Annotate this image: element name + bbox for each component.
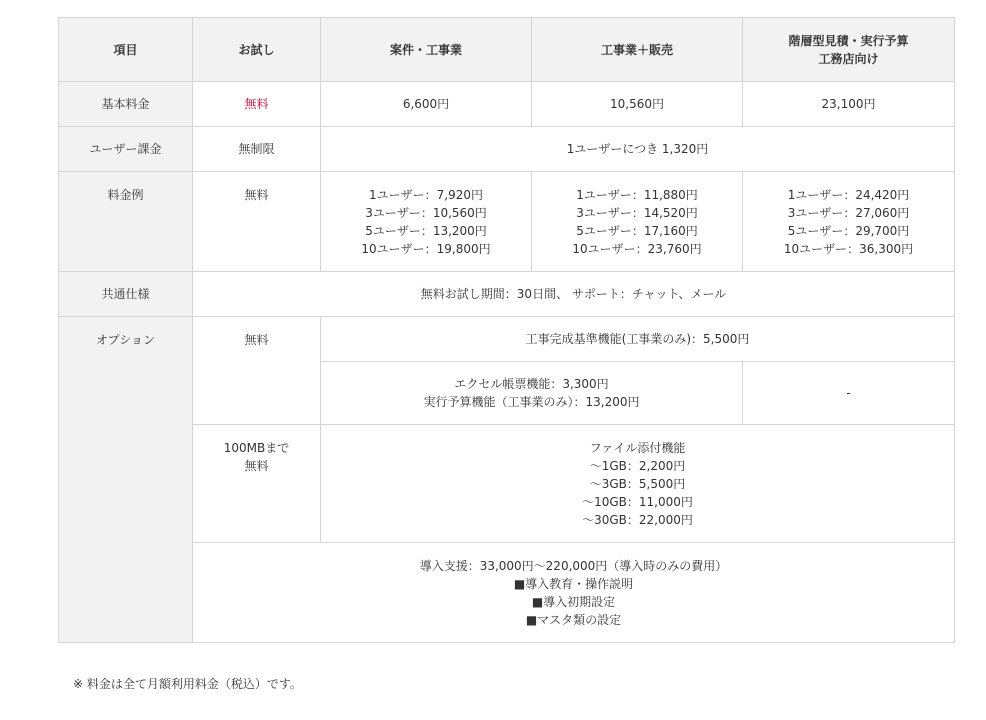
option-attach <box>321 425 955 543</box>
example-line: 1ユーザー：7,920円 <box>369 188 483 202</box>
base-fee-row <box>59 82 955 127</box>
attach-line: ファイル添付機能 <box>589 441 686 455</box>
storage-trial-line1: 100MBまで <box>223 441 290 455</box>
support-line: ■導入教育・操作説明 <box>513 577 634 591</box>
support-line: ■マスタ類の設定 <box>525 613 622 627</box>
option-attach-row <box>59 425 955 543</box>
example-line: 3ユーザー：10,560円 <box>365 206 487 220</box>
example-line: 3ユーザー：27,060円 <box>787 206 910 220</box>
option-completion: 工事完成基準機能(工事業のみ)：5,500円 <box>321 317 955 362</box>
attach-line: ～10GB：11,000円 <box>582 495 693 509</box>
storage-trial-line2: 無料 <box>244 459 269 473</box>
header-plan2: 工事業＋販売 <box>532 18 743 82</box>
common-row <box>59 272 955 317</box>
example-line: 10ユーザー：19,800円 <box>361 242 491 256</box>
common-text: 無料お試し期間：30日間、 サポート：チャット、メール <box>193 272 955 317</box>
example-line: 10ユーザー：36,300円 <box>783 242 914 256</box>
base-fee-plan3: 23,100円 <box>743 82 955 127</box>
user-fee-label: ユーザー課金 <box>59 127 193 172</box>
common-label: 共通仕様 <box>59 272 193 317</box>
option-excel-line1: エクセル帳票機能：3,300円 <box>454 377 609 391</box>
header-plan3-line1: 階層型見積・実行予算 <box>788 33 909 48</box>
footnote: ※ 料金は全て月額利用料金（税込）です。 <box>73 677 302 691</box>
storage-trial <box>193 425 321 543</box>
base-fee-trial: 無料 <box>193 82 321 127</box>
option-excel-plan3: - <box>743 362 955 425</box>
example-line: 5ユーザー：17,160円 <box>576 224 698 238</box>
header-plan3 <box>743 18 955 82</box>
example-line: 1ユーザー：24,420円 <box>787 188 910 202</box>
base-fee-plan2: 10,560円 <box>532 82 743 127</box>
base-fee-label: 基本料金 <box>59 82 193 127</box>
pricing-table <box>58 17 955 643</box>
attach-line: ～1GB：2,200円 <box>589 459 686 473</box>
example-line: 5ユーザー：29,700円 <box>787 224 910 238</box>
example-line: 3ユーザー：14,520円 <box>576 206 698 220</box>
examples-plan3 <box>743 172 955 272</box>
examples-row <box>59 172 955 272</box>
option-support <box>193 543 955 643</box>
examples-plan2 <box>532 172 743 272</box>
option-completion-row <box>59 317 955 362</box>
attach-line: ～30GB：22,000円 <box>582 513 693 527</box>
header-plan3-line2: 工務店向け <box>818 51 879 66</box>
user-fee-row <box>59 127 955 172</box>
support-line: 導入支援：33,000円～220,000円（導入時のみの費用） <box>419 559 728 573</box>
attach-line: ～3GB：5,500円 <box>589 477 686 491</box>
example-line: 5ユーザー：13,200円 <box>365 224 487 238</box>
options-trial-free: 無料 <box>193 317 321 425</box>
header-row <box>59 18 955 82</box>
header-item: 項目 <box>59 18 193 82</box>
user-fee-trial: 無制限 <box>193 127 321 172</box>
examples-label: 料金例 <box>59 172 193 272</box>
header-trial: お試し <box>193 18 321 82</box>
header-plan1: 案件・工事業 <box>321 18 532 82</box>
example-line: 1ユーザー：11,880円 <box>576 188 698 202</box>
examples-plan1 <box>321 172 532 272</box>
option-excel <box>321 362 743 425</box>
option-support-row <box>59 543 955 643</box>
user-fee-all: 1ユーザーにつき 1,320円 <box>321 127 955 172</box>
options-label: オプション <box>59 317 193 643</box>
example-line: 10ユーザー：23,760円 <box>572 242 702 256</box>
support-line: ■導入初期設定 <box>531 595 616 609</box>
option-excel-line2: 実行予算機能（工事業のみ）：13,200円 <box>423 395 640 409</box>
examples-trial: 無料 <box>193 172 321 272</box>
base-fee-plan1: 6,600円 <box>321 82 532 127</box>
